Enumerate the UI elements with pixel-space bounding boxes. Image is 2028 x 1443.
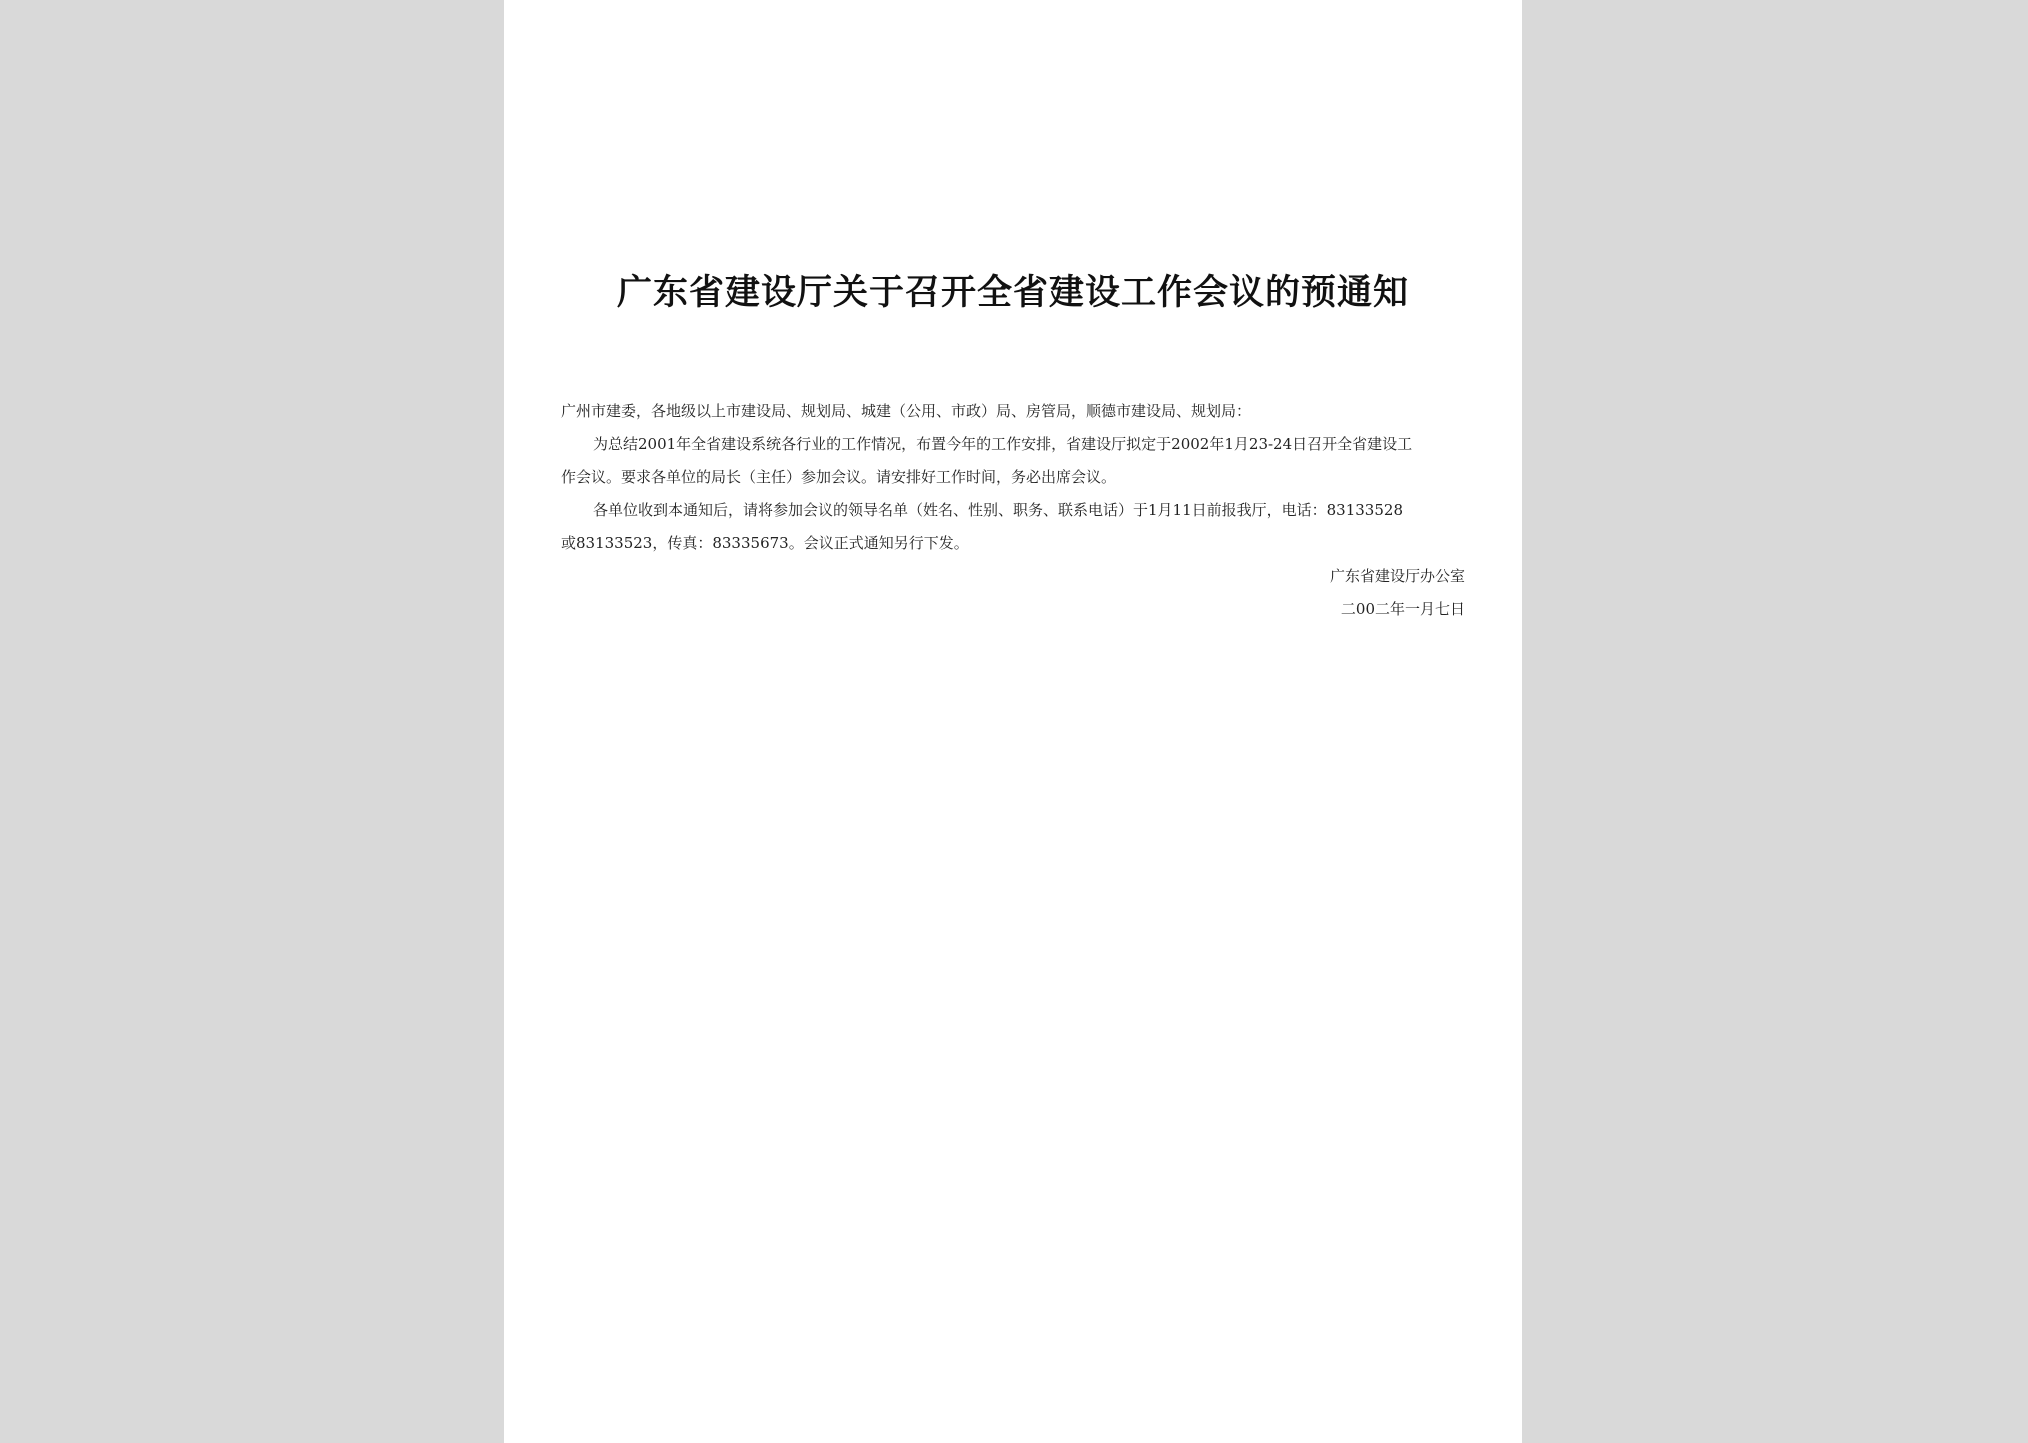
date: 二00二年一月七日 (1340, 600, 1465, 618)
document-page (504, 0, 1522, 1443)
paragraph-2-line-2: 或83133523，传真：83335673。会议正式通知另行下发。 (561, 534, 969, 552)
signature: 广东省建设厅办公室 (1329, 567, 1465, 585)
paragraph-2-line-1: 各单位收到本通知后，请将参加会议的领导名单（姓名、性别、职务、联系电话）于1月11日前报我厅，电话：83133528 (593, 501, 1403, 519)
paragraph-1-line-1: 为总结2001年全省建设系统各行业的工作情况，布置今年的工作安排，省建设厅拟定于2002年1月23-24日召开全省建设工 (593, 435, 1413, 453)
paragraph-1-line-2: 作会议。要求各单位的局长（主任）参加会议。请安排好工作时间，务必出席会议。 (561, 468, 1117, 486)
salutation: 广州市建委，各地级以上市建设局、规划局、城建（公用、市政）局、房管局，顺德市建设局、规划局： (561, 402, 1252, 420)
document-title: 广东省建设厅关于召开全省建设工作会议的预通知 (616, 272, 1409, 313)
